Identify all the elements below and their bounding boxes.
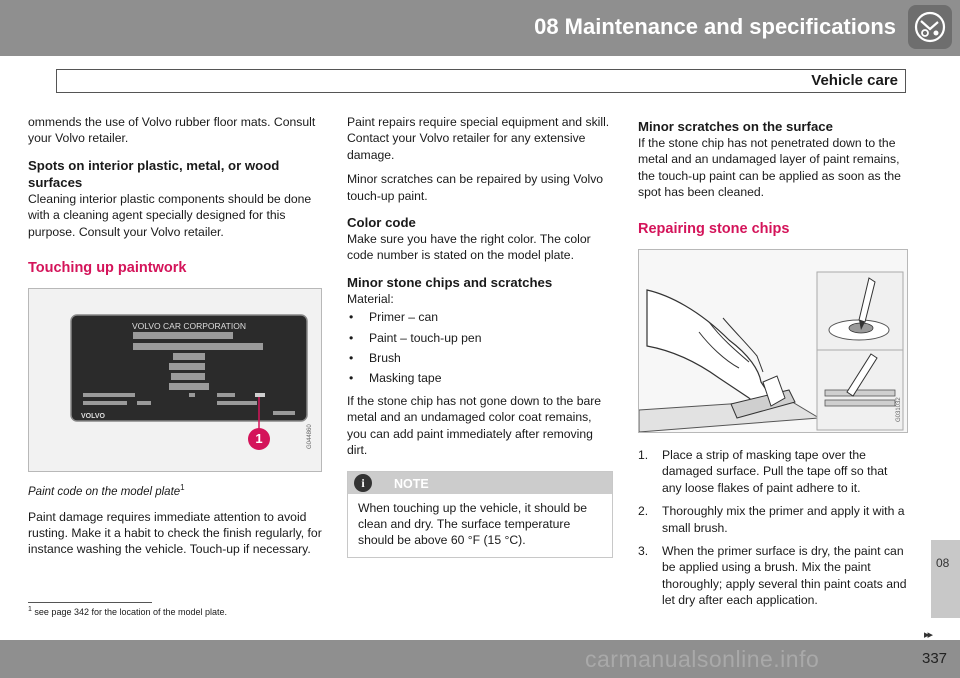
repairs-text: Paint repairs require special equipment and skill. Contact your Volvo retailer for any extensive damage.	[347, 115, 610, 162]
caption-footnote-ref: 1	[180, 483, 185, 493]
step-number: 2.	[638, 504, 649, 519]
chip-text: If the stone chip has not gone down to the bare metal and an undamaged color coat remains, you can add paint immediately after removing dirt.	[347, 393, 602, 458]
color-code-text: Make sure you have the right color. The color code number is stated on the model plate.	[347, 232, 591, 263]
list-item: • Primer – can	[347, 309, 613, 325]
footnote	[28, 606, 227, 617]
column-2	[347, 114, 613, 558]
page-number: 337	[922, 650, 948, 667]
list-item	[638, 447, 908, 496]
touchup-heading: Touching up paintwork	[28, 260, 187, 277]
minor-text: Minor scratches can be repaired by using Volvo touch-up paint.	[347, 172, 604, 203]
note-title: NOTE	[394, 476, 429, 491]
list-item: • Paint – touch-up pen	[347, 330, 613, 346]
watermark-text: carmanualsonline.info	[585, 646, 820, 672]
steps-list	[638, 447, 908, 609]
scratches-text: If the stone chip has not penetrated down to the metal and an undamaged layer of paint remains, the touch-up paint can be applied as soon as the spot has been cleaned.	[638, 136, 901, 200]
list-item	[638, 543, 908, 609]
footnote-rule	[28, 602, 152, 603]
footnote-mark: 1	[28, 606, 32, 613]
plate-corp-label: VOLVO CAR CORPORATION	[132, 321, 246, 332]
footnote-text: see page 342 for the location of the model plate.	[34, 607, 228, 617]
step-text: Thoroughly mix the primer and apply it with a small brush.	[662, 504, 905, 535]
intro-text: ommends the use of Volvo rubber floor mats. Consult your Volvo retailer.	[28, 115, 316, 146]
next-page-arrows-icon[interactable]: ▸▸	[924, 629, 932, 641]
list-item	[638, 503, 908, 536]
chapter-tab-label: 08	[936, 556, 950, 570]
stone-chips-heading: Minor stone chips and scratches	[347, 274, 553, 290]
column-3	[638, 118, 908, 616]
stone-chip-figure	[638, 249, 908, 433]
callout-number: 1	[255, 431, 263, 447]
column-1	[28, 114, 322, 566]
chapter-title: 08 Maintenance and specifications	[534, 14, 896, 39]
section-bar	[56, 69, 906, 93]
note-header	[348, 472, 612, 494]
list-item: • Brush	[347, 350, 613, 366]
step-text: Place a strip of masking tape over the damaged surface. Pull the tape off so that any loose flakes of paint adhere to it.	[662, 448, 888, 495]
color-code-heading: Color code	[347, 215, 416, 231]
note-text: When touching up the vehicle, it should be clean and dry. The surface temperature should be above 60 °F (15 °C).	[358, 500, 588, 548]
figure-code: G044860	[307, 424, 313, 450]
step-number: 1.	[638, 448, 649, 463]
wrench-gear-icon	[908, 5, 952, 49]
materials-list	[347, 309, 613, 387]
scratches-heading: Minor scratches on the surface	[638, 119, 833, 134]
spots-text: Cleaning interior plastic components should be done with a cleaning agent specially designed for this purpose. Consult your Volvo retailer.	[28, 191, 312, 239]
caption-text: Paint code on the model plate	[28, 486, 181, 499]
material-label: Material:	[347, 291, 394, 306]
step-text: When the primer surface is dry, the paint can be applied using a brush. Mix the paint thoroughly; apply several thin paint coats and let dry after each application.	[662, 544, 907, 608]
info-icon: i	[354, 474, 372, 492]
figure-caption	[28, 480, 322, 500]
spots-heading: Spots on interior plastic, metal, or wood surfaces	[28, 157, 280, 190]
stone-chip-illustration	[639, 250, 907, 432]
note-box	[347, 471, 613, 558]
model-plate-figure	[28, 288, 322, 472]
damage-text: Paint damage requires immediate attention to avoid rusting. Make it a habit to check the finish regularly, for instance washing the vehicle. Touch-up if necessary.	[28, 509, 322, 557]
figure-code: G031032	[896, 397, 902, 423]
section-title: Vehicle care	[811, 72, 898, 89]
step-number: 3.	[638, 544, 649, 559]
list-item: • Masking tape	[347, 370, 613, 386]
chapter-tab	[931, 540, 960, 618]
plate-brand-label: VOLVO	[81, 413, 105, 421]
repair-heading: Repairing stone chips	[638, 220, 790, 237]
model-plate-illustration	[29, 289, 321, 471]
